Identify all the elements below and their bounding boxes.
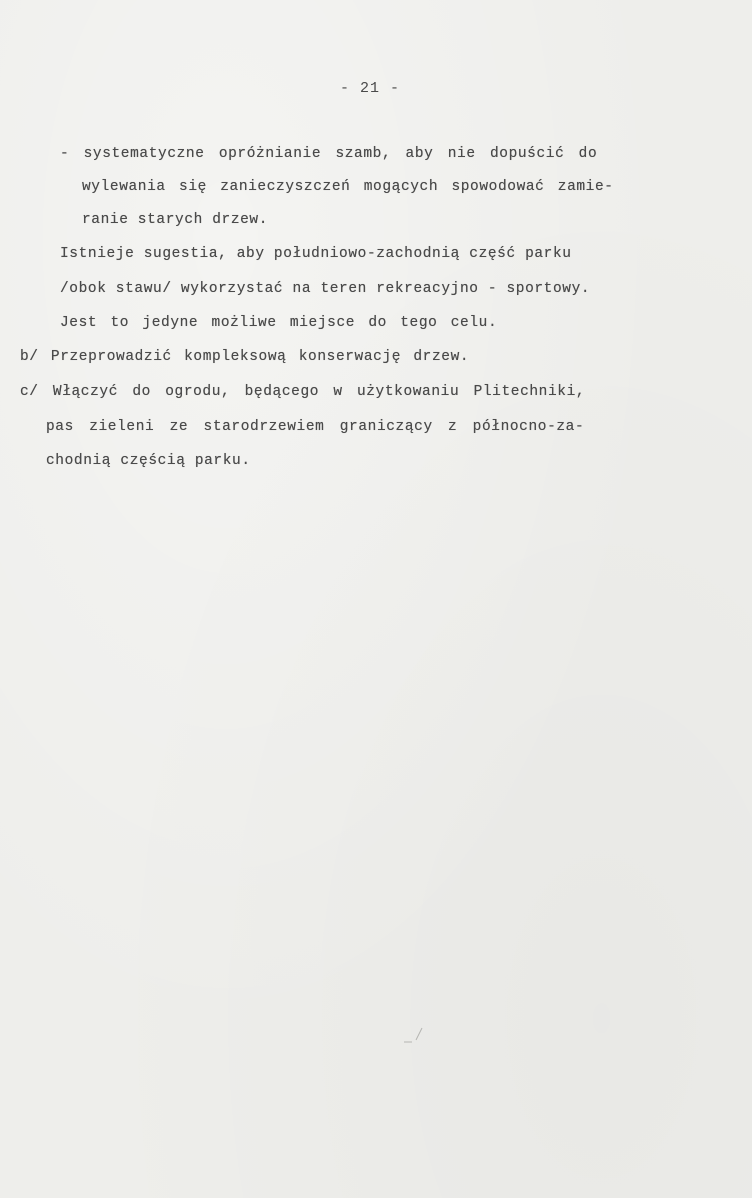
text-line: wylewania się zanieczyszczeń mogących spowodować zamie- — [82, 179, 614, 195]
text-line: ranie starych drzew. — [82, 212, 269, 228]
text-line: b/ Przeprowadzić kompleksową konserwację drzew. — [20, 349, 470, 365]
text-line: c/ Włączyć do ogrodu, będącego w użytkowaniu Plitechniki, — [20, 384, 586, 400]
page-number: - 21 - — [340, 80, 401, 97]
text-line: Jest to jedyne możliwe miejsce do tego celu. — [60, 315, 498, 331]
text-line: chodnią częścią parku. — [46, 453, 251, 469]
text-line: pas zieleni ze starodrzewiem graniczący z północno-za- — [46, 419, 585, 435]
pencil-mark-icon — [402, 1022, 426, 1046]
text-line: - systematyczne opróżnianie szamb, aby nie dopuścić do — [60, 146, 598, 162]
text-line: /obok stawu/ wykorzystać na teren rekreacyjno - sportowy. — [60, 281, 591, 297]
text-line: Istnieje sugestia, aby południowo-zachodnią część parku — [60, 246, 572, 262]
